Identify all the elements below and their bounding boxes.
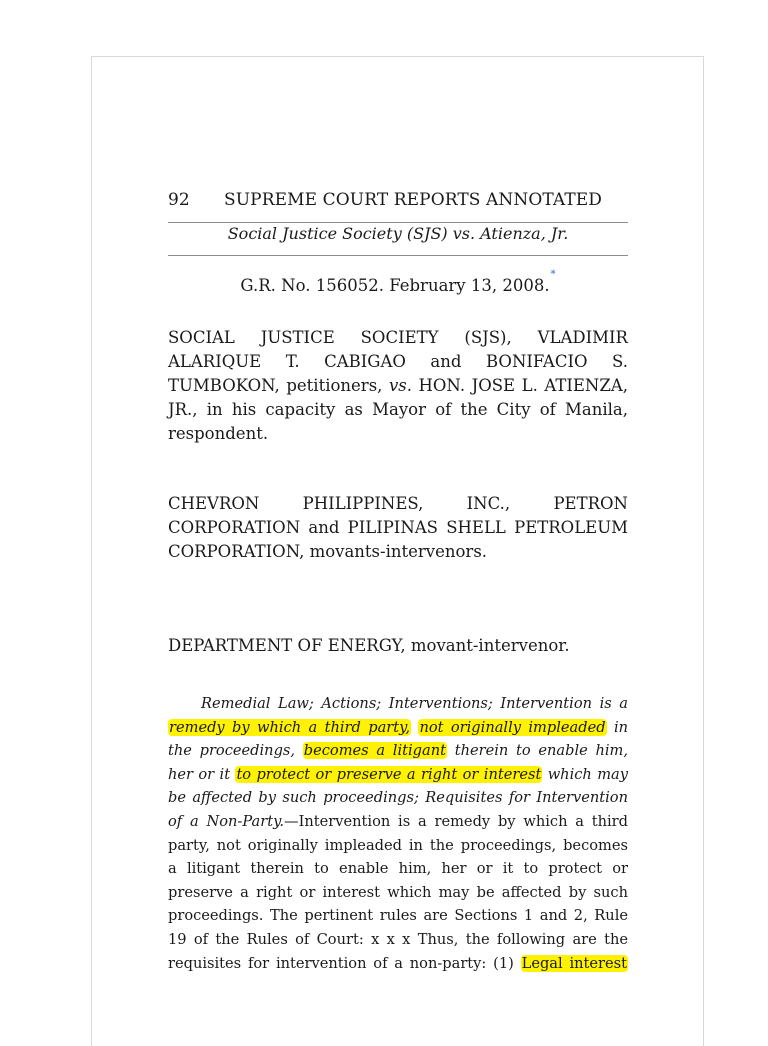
highlight: Legal interest (521, 954, 627, 972)
syllabus-line (168, 952, 628, 976)
syllabus-text: of a Non-Party. (168, 812, 285, 830)
running-head (168, 190, 628, 214)
syllabus-text: —Intervention is a remedy by which a third (284, 812, 629, 830)
syllabus-text: the proceedings, (168, 742, 303, 760)
footnote-link[interactable]: * (550, 268, 556, 280)
parties-petitioners-text: SOCIAL JUSTICE SOCIETY (SJS), VLADIMIR ALARIQUE T. CABIGAO and BONIFACIO S. TUMBOKON, petitioners, (168, 328, 628, 395)
syllabus-text: her or it (168, 765, 236, 783)
header-rule-top (168, 222, 628, 223)
syllabus-line: party, not originally impleaded in the proceedings, becomes (168, 836, 628, 854)
parties-movants-intervenors: CHEVRON PHILIPPINES, INC., PETRON CORPORATION and PILIPINAS SHELL PETROLEUM CORPORATION, movants-intervenors. (168, 494, 628, 561)
page-number: 92 (168, 190, 190, 210)
syllabus-text: in (606, 718, 629, 736)
gr-number (168, 268, 628, 295)
syllabus-line (168, 716, 628, 740)
parties-movant-intervenor: DEPARTMENT OF ENERGY, movant-intervenor. (168, 636, 570, 655)
syllabus (168, 692, 628, 975)
parties-respondent-text: HON. JOSE L. ATIENZA, JR., in his capacity as Mayor of the City of Manila, respondent. (168, 376, 628, 443)
running-title: SUPREME COURT REPORTS ANNOTATED (224, 190, 603, 210)
syllabus-line: 19 of the Rules of Court: x x x Thus, the following are the (168, 930, 628, 948)
syllabus-line (168, 739, 628, 763)
versus-label: vs. (388, 376, 412, 395)
highlight: to protect or preserve a right or interest (236, 765, 542, 783)
highlight: becomes a litigant (303, 742, 446, 760)
header-rule-bottom (168, 255, 628, 256)
syllabus-line: proceedings. The pertinent rules are Sections 1 and 2, Rule (168, 907, 628, 925)
highlight: not originally impleaded (419, 718, 606, 736)
case-title: Social Justice Society (SJS) vs. Atienza, Jr. (227, 224, 569, 243)
syllabus-line: Remedial Law; Actions; Interventions; Intervention is a (201, 695, 628, 712)
syllabus-line: preserve a right or interest which may be affected by such (168, 883, 628, 901)
syllabus-text: therein to enable him, (446, 742, 629, 760)
gr-text: G.R. No. 156052. February 13, 2008. (240, 276, 550, 295)
syllabus-text: requisites for intervention of a non-party: (1) (168, 954, 521, 972)
parties-petitioners (168, 326, 628, 446)
syllabus-line (168, 763, 628, 787)
highlight: remedy by which a third party, (169, 718, 411, 736)
syllabus-line: be affected by such proceedings; Requisites for Intervention (168, 789, 628, 807)
syllabus-line: a litigant therein to enable him, her or it to protect or (168, 860, 628, 878)
syllabus-line (168, 810, 628, 834)
syllabus-text: which may (542, 765, 628, 783)
